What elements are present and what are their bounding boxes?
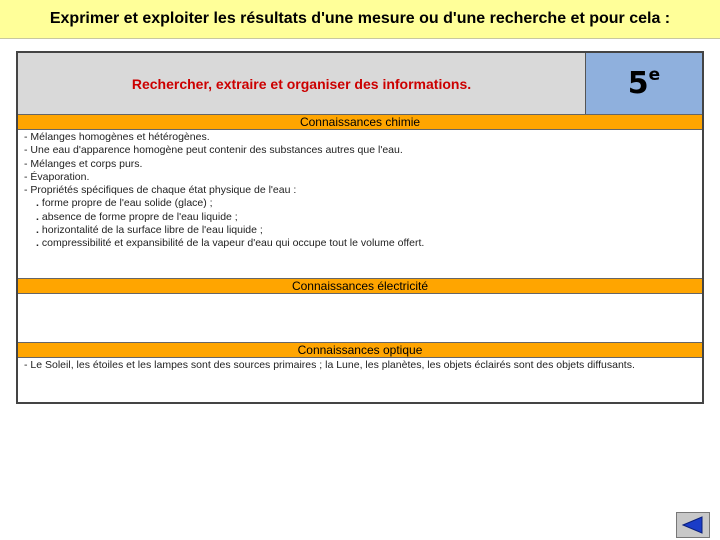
page-title: Exprimer et exploiter les résultats d'une mesure ou d'une recherche et pour cela : xyxy=(0,0,720,39)
chimie-bullet-text: forme propre de l'eau solide (glace) ; xyxy=(41,197,213,210)
chimie-line: - Propriétés spécifiques de chaque état physique de l'eau : xyxy=(24,184,297,197)
back-button[interactable] xyxy=(676,512,710,538)
chimie-bullet-text: compressibilité et expansibilité de la vapeur d'eau qui occupe tout le volume offert. xyxy=(41,237,425,250)
chimie-bullet: . absence de forme propre de l'eau liquide ; xyxy=(36,210,238,223)
chimie-bullet: . horizontalité de la surface libre de l'eau liquide ; xyxy=(36,224,263,237)
chimie-bullet-text: absence de forme propre de l'eau liquide ; xyxy=(41,210,238,223)
section-body-optique xyxy=(18,358,702,402)
grade-number: 5 xyxy=(627,66,649,101)
optique-text: - Le Soleil, les étoiles et les lampes sont des sources primaires ; la Lune, les planètes, les objets éclairés sont des objets diffusants. xyxy=(24,359,635,371)
chimie-line: - Évaporation. xyxy=(24,170,90,183)
section-title-electricite: Connaissances électricité xyxy=(18,278,702,294)
section-body-electricite xyxy=(18,294,702,338)
chimie-line: - Mélanges et corps purs. xyxy=(24,157,143,170)
chimie-bullet: . forme propre de l'eau solide (glace) ; xyxy=(36,197,213,210)
section-title-optique: Connaissances optique xyxy=(18,342,702,358)
back-arrow-icon xyxy=(681,516,705,534)
chimie-line: - Une eau d'apparence homogène peut contenir des substances autres que l'eau. xyxy=(24,144,403,157)
section-title-chimie: Connaissances chimie xyxy=(18,114,702,130)
chimie-bullet-text: horizontalité de la surface libre de l'eau liquide ; xyxy=(41,224,263,237)
chimie-bullet: . compressibilité et expansibilité de la vapeur d'eau qui occupe tout le volume offert. xyxy=(36,237,425,250)
card-header xyxy=(18,53,702,115)
grade-box xyxy=(586,53,702,114)
section-body-chimie xyxy=(18,130,702,278)
skill-title: Rechercher, extraire et organiser des informations. xyxy=(18,53,586,114)
competence-card xyxy=(16,51,704,404)
grade-label xyxy=(628,66,660,101)
chimie-line: - Mélanges homogènes et hétérogènes. xyxy=(24,131,210,143)
grade-suffix: e xyxy=(648,65,661,85)
